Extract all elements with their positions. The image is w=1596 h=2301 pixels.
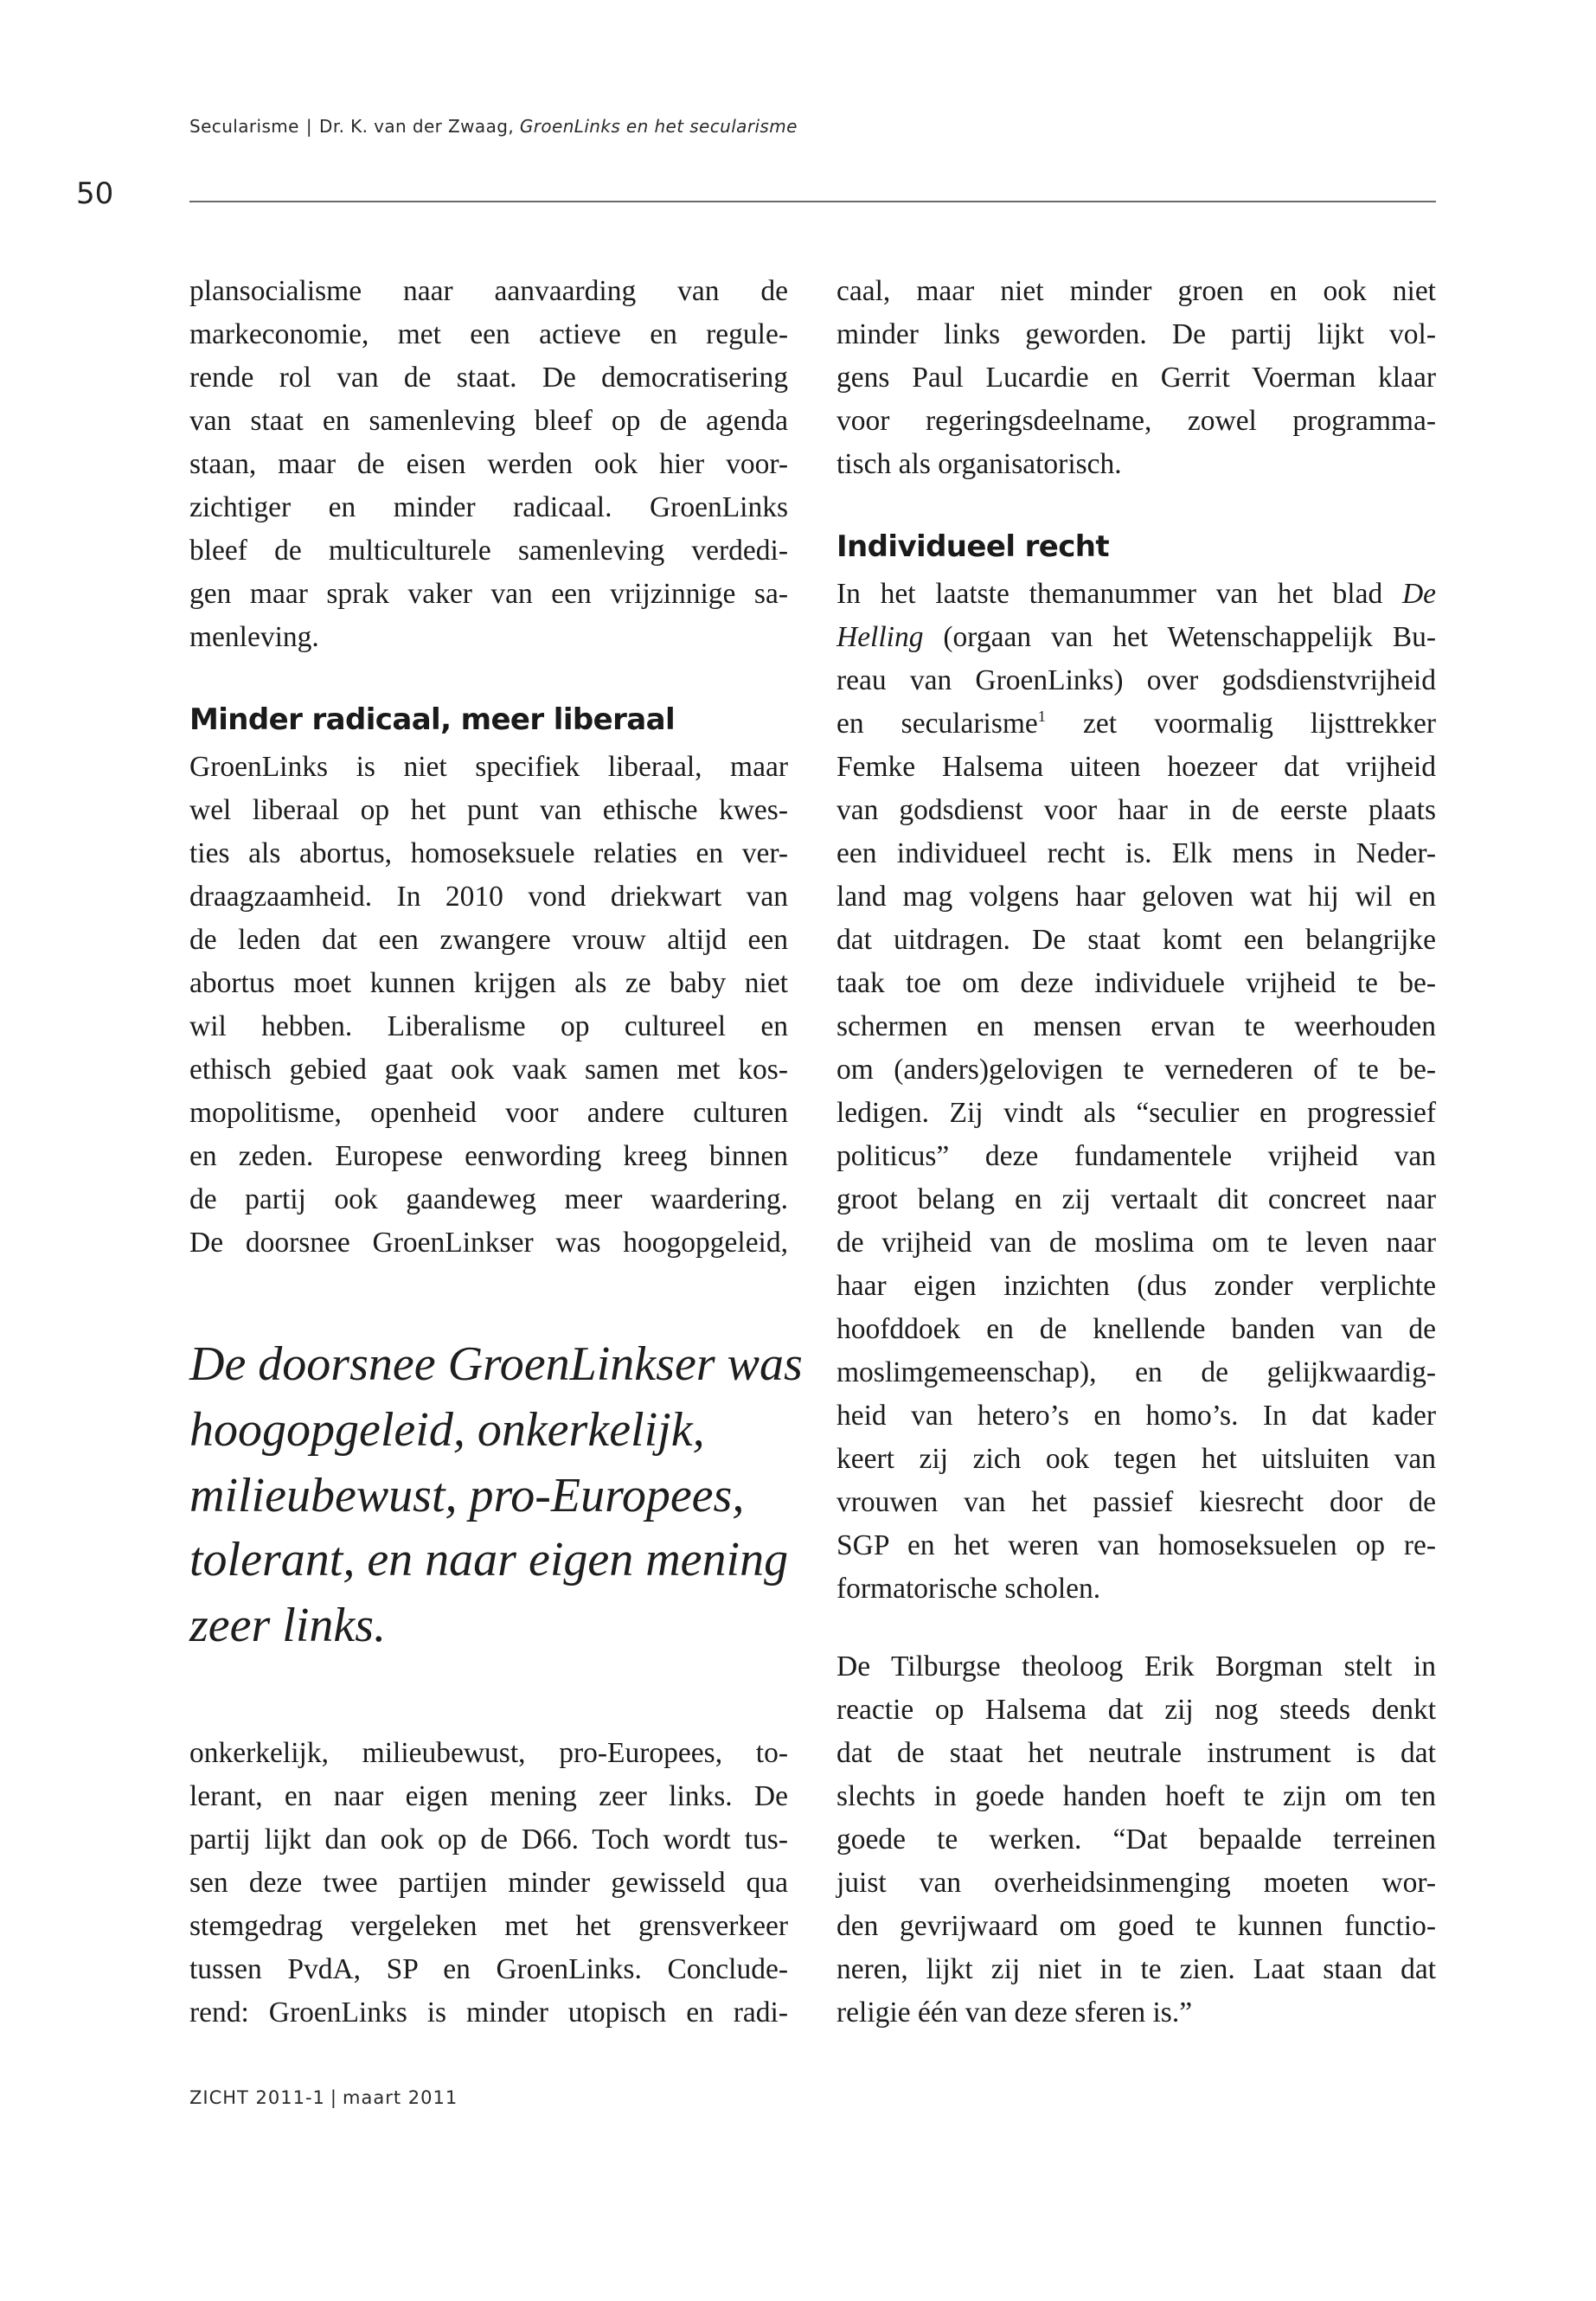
text-line: minder links geworden. De partij lijkt vol- (836, 318, 1436, 350)
text-line: lerant, en naar eigen mening zeer links. De (189, 1780, 788, 1812)
page-number: 50 (76, 176, 114, 211)
text-line: ties als abortus, homoseksuele relaties en ver- (189, 837, 788, 869)
text-span: zet voormalig lijsttrekker (1046, 708, 1436, 740)
text-line: goede te werken. “Dat bepaalde terreinen (836, 1823, 1436, 1856)
pull-quote-line: zeer links. (189, 1599, 387, 1652)
text-line: de vrijheid van de moslima om te leven naar (836, 1227, 1436, 1259)
text-line: ledigen. Zij vindt als “seculier en progressief (836, 1097, 1436, 1129)
section-heading-individueel-recht: Individueel recht (836, 529, 1110, 564)
text-line: een individueel recht is. Elk mens in Neder- (836, 837, 1436, 869)
text-line: rende rol van de staat. De democratisering (189, 362, 788, 394)
running-header (189, 116, 798, 137)
text-line: formatorische scholen. (836, 1573, 1101, 1605)
text-line: rend: GroenLinks is minder utopisch en radi- (189, 1997, 788, 2029)
pull-quote-line: De doorsnee GroenLinkser was (189, 1337, 803, 1391)
text-line: van godsdienst voor haar in de eerste plaats (836, 794, 1436, 826)
text-line: moslimgemeenschap), en de gelijkwaardig- (836, 1356, 1436, 1388)
text-line: neren, lijkt zij niet in te zien. Laat staan dat (836, 1953, 1436, 1985)
text-line: partij lijkt dan ook op de D66. Toch wordt tus- (189, 1823, 788, 1856)
text-line (836, 620, 1436, 655)
text-line: wil hebben. Liberalisme op cultureel en (189, 1010, 788, 1042)
text-line: heid van hetero’s en homo’s. In dat kader (836, 1400, 1436, 1432)
text-line: de partij ook gaandeweg meer waardering. (189, 1183, 788, 1215)
text-line: tussen PvdA, SP en GroenLinks. Conclude- (189, 1953, 788, 1985)
text-line: caal, maar niet minder groen en ook niet (836, 275, 1436, 307)
text-line: sen deze twee partijen minder gewisseld qua (189, 1867, 788, 1899)
magazine-title-italic: De (1401, 578, 1436, 610)
text-line: staan, maar de eisen werden ook hier voor- (189, 448, 788, 480)
header-separator: | (305, 116, 313, 137)
text-line: tisch als organisatorisch. (836, 448, 1122, 480)
text-line: schermen en mensen ervan te weerhouden (836, 1010, 1436, 1042)
issue-date: maart 2011 (343, 2087, 458, 2108)
text-line: hoofddoek en de knellende banden van de (836, 1313, 1436, 1345)
header-rule (189, 201, 1436, 202)
footnote-marker[interactable]: 1 (1037, 708, 1046, 726)
text-line: zichtiger en minder radicaal. GroenLinks (189, 491, 788, 523)
footer-separator: | (330, 2087, 337, 2108)
text-line: en zeden. Europese eenwording kreeg binnen (189, 1140, 788, 1172)
text-span: (orgaan van het Wetenschappelijk Bu- (923, 621, 1436, 653)
text-line: reau van GroenLinks) over godsdienstvrijheid (836, 664, 1436, 696)
pull-quote-line: tolerant, en naar eigen mening (189, 1533, 789, 1586)
text-line: SGP en het weren van homoseksuelen op re- (836, 1529, 1436, 1561)
text-line: dat de staat het neutrale instrument is dat (836, 1737, 1436, 1769)
text-line: Femke Halsema uiteen hoezeer dat vrijheid (836, 751, 1436, 783)
text-line: keert zij zich ook tegen het uitsluiten van (836, 1443, 1436, 1475)
text-line: dat uitdragen. De staat komt een belangrijke (836, 924, 1436, 956)
text-span: en secularisme (836, 708, 1038, 740)
text-line: voor regeringsdeelname, zowel programma- (836, 405, 1436, 437)
author-name: Dr. K. van der Zwaag, (319, 116, 515, 137)
text-line: reactie op Halsema dat zij nog steeds denkt (836, 1694, 1436, 1726)
text-line: juist van overheidsinmenging moeten wor- (836, 1867, 1436, 1899)
text-line: wel liberaal op het punt van ethische kwes- (189, 794, 788, 826)
text-line: taak toe om deze individuele vrijheid te be- (836, 967, 1436, 999)
page-footer (189, 2087, 458, 2108)
text-line: markeconomie, met een actieve en regule- (189, 318, 788, 350)
section-heading-minder-radicaal: Minder radicaal, meer liberaal (189, 702, 676, 737)
text-line: religie één van deze sferen is.” (836, 1997, 1193, 2029)
text-line (836, 577, 1436, 612)
text-line: politicus” deze fundamentele vrijheid van (836, 1140, 1436, 1172)
text-line: van staat en samenleving bleef op de agenda (189, 405, 788, 437)
text-line: gens Paul Lucardie en Gerrit Voerman klaar (836, 362, 1436, 394)
text-line: GroenLinks is niet specifiek liberaal, maar (189, 751, 788, 783)
text-line: ethisch gebied gaat ook vaak samen met kos- (189, 1054, 788, 1086)
text-line: de leden dat een zwangere vrouw altijd een (189, 924, 788, 956)
text-line: De Tilburgse theoloog Erik Borgman stelt in (836, 1650, 1436, 1682)
article-title: GroenLinks en het secularisme (519, 116, 798, 137)
text-span: In het laatste themanummer van het blad (836, 578, 1402, 610)
text-line: land mag volgens haar geloven wat hij wil en (836, 881, 1436, 913)
text-line: plansocialisme naar aanvaarding van de (189, 275, 788, 307)
text-line: stemgedrag vergeleken met het grensverkeer (189, 1910, 788, 1942)
magazine-issue: ZICHT 2011-1 (189, 2087, 325, 2108)
text-line: om (anders)gelovigen te vernederen of te be- (836, 1054, 1436, 1086)
text-line: gen maar sprak vaker van een vrijzinnige sa- (189, 578, 788, 610)
text-line: vrouwen van het passief kiesrecht door de (836, 1486, 1436, 1518)
text-line: draagzaamheid. In 2010 vond driekwart van (189, 881, 788, 913)
pull-quote-line: hoogopgeleid, onkerkelijk, (189, 1403, 705, 1457)
text-line: bleef de multiculturele samenleving verdedi- (189, 535, 788, 567)
text-line: den gevrijwaard om goed te kunnen functio- (836, 1910, 1436, 1942)
section-name: Secularisme (189, 116, 299, 137)
text-line: abortus moet kunnen krijgen als ze baby niet (189, 967, 788, 999)
text-line: menleving. (189, 621, 319, 653)
pull-quote-line: milieubewust, pro-Europees, (189, 1469, 745, 1522)
text-line: groot belang en zij vertaalt dit concreet naar (836, 1183, 1436, 1215)
magazine-title-italic: Helling (836, 621, 924, 653)
text-line: De doorsnee GroenLinkser was hoogopgeleid, (189, 1227, 788, 1259)
text-line: mopolitisme, openheid voor andere culturen (189, 1097, 788, 1129)
text-line: slechts in goede handen hoeft te zijn om ten (836, 1780, 1436, 1812)
text-line: onkerkelijk, milieubewust, pro-Europees, to- (189, 1737, 788, 1769)
text-line: haar eigen inzichten (dus zonder verplichte (836, 1270, 1436, 1302)
text-line (836, 707, 1436, 741)
